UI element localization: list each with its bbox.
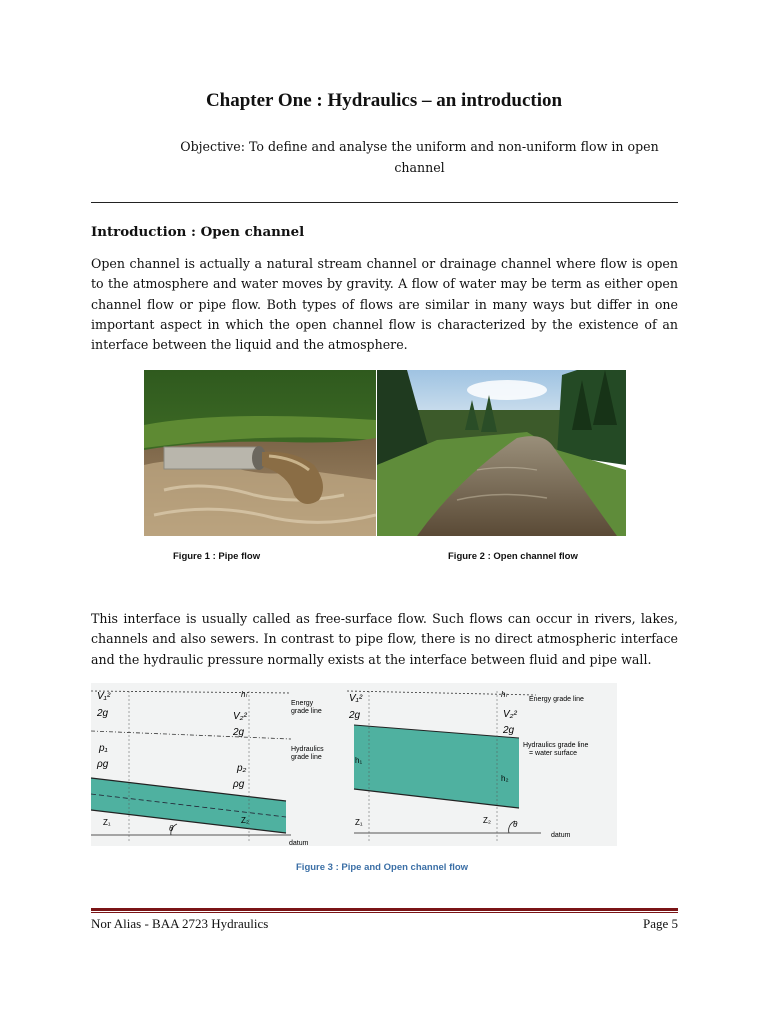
paragraph-free-surface: This interface is usually called as free-surface flow. Such flows can occur in rivers, lakes, channels and also sewers. In contrast to pipe flow, there is no direct atmospheric interface and the hydraulic pressure normally exists at the interface between fluid and pipe wall.: [91, 611, 678, 667]
pipe-flow-diagram: [91, 690, 324, 846]
chapter-title: Chapter One : Hydraulics – an introduction: [205, 90, 563, 111]
figure-2-caption: Figure 2 : Open channel flow: [448, 551, 578, 562]
left-grade-line2-label: grade line: [291, 754, 322, 761]
right-h2-label: h₂: [501, 774, 509, 783]
right-energy-label: Energy grade line: [529, 696, 584, 703]
left-v1-label: V₁²: [97, 691, 111, 702]
footer-rule-thin: [91, 912, 678, 913]
figure-1-caption: Figure 1 : Pipe flow: [173, 551, 261, 562]
left-p2-label: p₂: [237, 763, 247, 774]
objective: [172, 136, 667, 178]
objective-line-1: Objective: To define and analyse the uniform and non-uniform flow in open: [180, 139, 659, 154]
objective-line-2: channel: [394, 160, 445, 175]
left-p1-label: p₁: [99, 743, 108, 754]
left-datum-label: datum: [289, 840, 309, 846]
right-theta-label: θ: [513, 820, 518, 829]
left-z1-label: Z₁: [103, 818, 111, 827]
right-hl-label: hₗ: [501, 690, 507, 699]
paragraph-intro: Open channel is actually a natural stream channel or drainage channel where flow is open to the atmosphere and water moves by gravity. A flow of water may be term as either open channel flow or pipe flow. Both types of flows are similar in many ways but differ in one important aspect in which the open channel flow is characterized by the existence of an interface between the liquid and the atmosphere.: [91, 256, 678, 353]
left-hl-label: hₗ: [241, 690, 247, 699]
left-hydraulics-label: Hydraulics: [291, 746, 324, 753]
left-rhog-b-label: ρg: [233, 779, 245, 790]
left-grade-line-label: grade line: [291, 708, 322, 715]
left-energy-label: Energy: [291, 700, 314, 707]
left-v2-label: V₂²: [233, 711, 247, 722]
open-channel-diagram: [347, 690, 588, 843]
figure-3-caption: Figure 3 : Pipe and Open channel flow: [296, 862, 469, 873]
right-datum-label: datum: [551, 832, 571, 839]
open-channel-photo: [377, 370, 626, 536]
page-number-label: Page 5: [642, 916, 678, 931]
pipe-flow-photo: [144, 370, 376, 536]
right-water-surface-label: = water surface: [529, 750, 578, 757]
section-heading: Introduction : Open channel: [91, 224, 305, 240]
left-2g-b-label: 2g: [233, 727, 245, 738]
footer-page-number: [643, 916, 678, 932]
right-v2-label: V₂²: [503, 709, 517, 720]
right-2g-b-label: 2g: [503, 725, 515, 736]
right-h1-label: h₁: [355, 756, 363, 765]
horizontal-rule: [91, 202, 678, 203]
left-theta-label: θ: [169, 824, 174, 833]
right-hydraulics-label: Hydraulics grade line: [523, 742, 589, 749]
footer-rule: [91, 908, 678, 911]
left-2g-label: 2g: [97, 708, 109, 719]
right-z1-label: Z₁: [355, 818, 363, 827]
right-2g-label: 2g: [349, 710, 361, 721]
right-z2-label: Z₂: [483, 816, 491, 825]
left-z2-label: Z₂: [241, 816, 249, 825]
footer-course-label: Nor Alias - BAA 2723 Hydraulics: [91, 916, 269, 931]
right-v1-label: V₁²: [349, 693, 363, 704]
left-rhog-label: ρg: [97, 759, 109, 770]
pipe-and-open-channel-diagram: [91, 683, 617, 846]
